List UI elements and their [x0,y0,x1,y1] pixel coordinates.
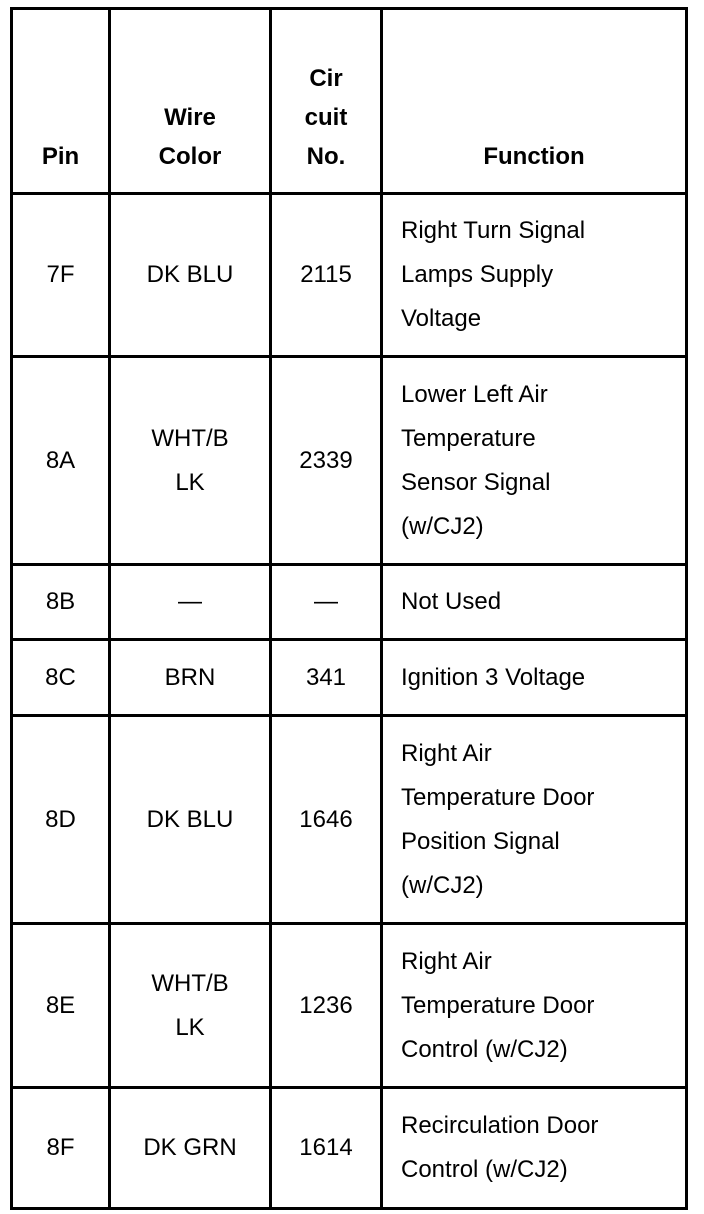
header-function [383,10,685,192]
header-pin [13,10,108,192]
pin-value: 7F [46,261,75,288]
circuit-value: 2115 [300,261,352,288]
function-value: Right Air Temperature Door Control (w/CJ2) [401,947,595,1063]
table-row-function [383,566,685,638]
circuit-value: — [314,588,338,615]
table-row-wire-color [111,566,269,638]
circuit-value: 341 [305,663,347,691]
circuit-value: 1646 [299,805,353,833]
wire-color-value: DK GRN [143,1134,237,1161]
header-function-label: Function [483,143,585,170]
table-row-function [383,641,685,714]
table-row-circuit [272,1089,380,1207]
pin-value: 8C [45,663,76,691]
table-row-pin [13,925,108,1086]
table-row-function [383,195,685,355]
table-row-wire-color [111,925,269,1086]
wire-color-value: DK BLU [146,261,234,288]
table-row-circuit [272,566,380,638]
table-row-wire-color [111,1089,269,1207]
wire-color-value: — [178,588,202,615]
wire-color-value: WHT/B LK [151,969,229,1041]
table-row-wire-color [111,641,269,714]
table-row-wire-color [111,717,269,922]
header-circuit-no-label: Cir cuit No. [304,65,348,170]
header-pin-label: Pin [41,143,80,170]
function-value: Lower Left Air Temperature Sensor Signal (w/CJ2) [401,380,551,540]
table-row-function [383,717,685,922]
table-row-function [383,358,685,563]
header-wire-color-label: Wire Color [158,104,222,170]
table-row-circuit [272,925,380,1086]
pin-table [10,7,688,1210]
table-row-wire-color [111,358,269,563]
table-row-circuit [272,717,380,922]
function-value: Recirculation Door Control (w/CJ2) [401,1112,599,1183]
wire-color-value: BRN [164,663,216,691]
pin-value: 8A [45,446,76,474]
wire-color-value: DK BLU [146,805,234,833]
table-row-pin [13,717,108,922]
circuit-value: 2339 [299,446,353,474]
header-circuit-no [272,10,380,192]
pin-value: 8F [46,1134,75,1161]
function-value: Right Turn Signal Lamps Supply Voltage [401,217,586,332]
pin-value: 8B [45,588,76,615]
table-row-pin [13,641,108,714]
table-row-function [383,925,685,1086]
pin-value: 8D [45,805,76,833]
table-row-pin [13,195,108,355]
function-value: Right Air Temperature Door Position Signal (w/CJ2) [401,739,595,899]
circuit-value: 1614 [299,1134,353,1161]
header-wire-color [111,10,269,192]
table-row-function [383,1089,685,1207]
wire-color-value: WHT/B LK [151,424,229,496]
table-row-pin [13,1089,108,1207]
table-row-wire-color [111,195,269,355]
circuit-value: 1236 [299,991,353,1019]
table-row-pin [13,358,108,563]
table-row-pin [13,566,108,638]
pin-value: 8E [45,991,76,1019]
table-row-circuit [272,358,380,563]
function-value: Ignition 3 Voltage [401,663,586,691]
table-row-circuit [272,195,380,355]
function-value: Not Used [401,588,502,615]
table-row-circuit [272,641,380,714]
